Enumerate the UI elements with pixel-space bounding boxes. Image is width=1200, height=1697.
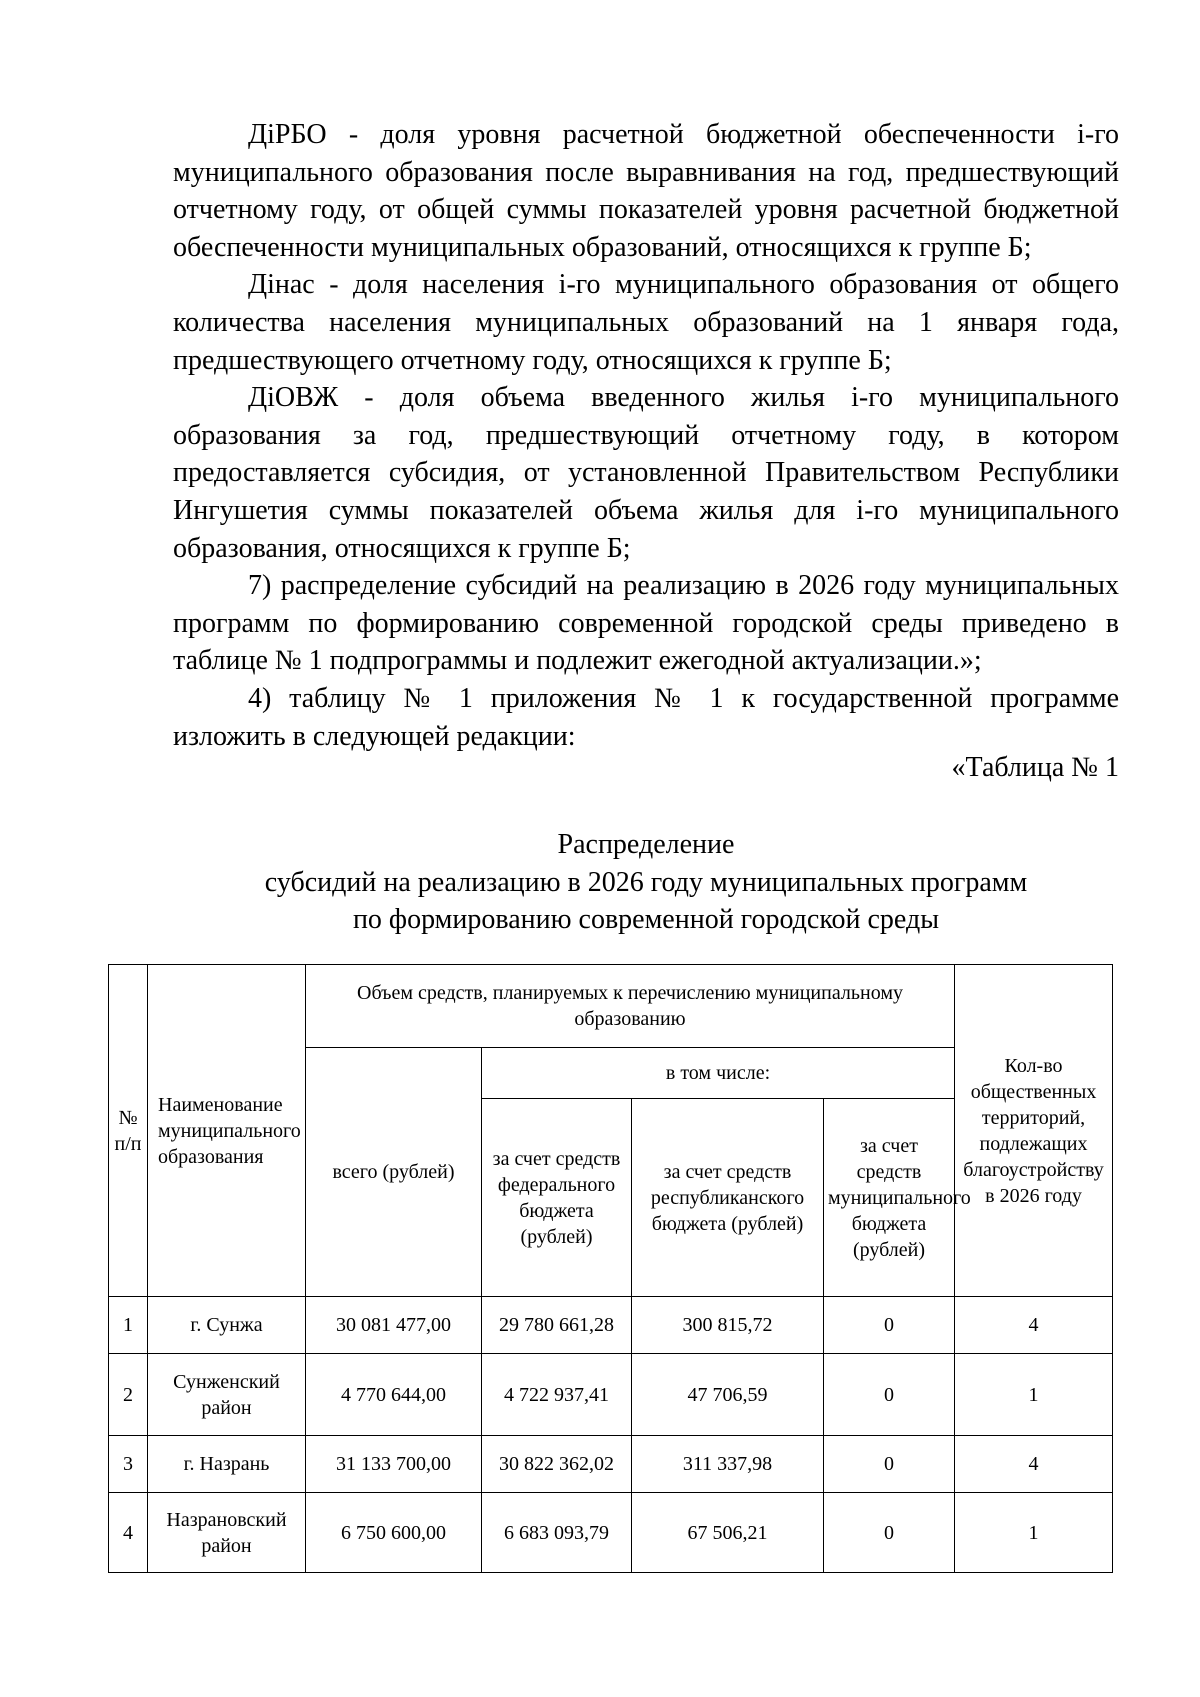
cell-name: Назрановский район [148, 1493, 306, 1573]
cell-federal: 30 822 362,02 [482, 1436, 632, 1493]
cell-num: 3 [109, 1436, 148, 1493]
header-volume: Объем средств, планируемых к перечислению муниципальному образованию [306, 965, 955, 1048]
table-heading [173, 826, 1119, 939]
heading-line-3: по формированию современной городской среды [352, 904, 940, 936]
cell-total: 30 081 477,00 [306, 1297, 482, 1354]
paragraph-7: 7) распределение субсидий на реализацию в 2026 году муниципальных программ по формированию современной городской среды приведено в таблице № 1 подпрограммы и подлежит ежегодной актуализации.»; [173, 570, 1119, 677]
heading-line-2: субсидий на реализацию в 2026 году муниципальных программ [264, 866, 1028, 898]
header-count: Кол-во общественных территорий, подлежащих благоустройству в 2026 году [955, 965, 1113, 1297]
table-label: «Таблица № 1 [951, 752, 1119, 783]
cell-num: 2 [109, 1354, 148, 1436]
header-num: № п/п [109, 965, 148, 1297]
definition-rbo: ДiРБО - доля уровня расчетной бюджетной обеспеченности i-го муниципального образования после выравнивания на год, предшествующий отчетному году, от общей суммы показателей уровня расчетной бюджетной обеспеченности муниципальных образований, относящихся к группе Б; [173, 119, 1119, 263]
header-including: в том числе: [482, 1048, 955, 1099]
header-total: всего (рублей) [306, 1048, 482, 1297]
distribution-table [108, 964, 1113, 1573]
table-row [109, 1436, 1113, 1493]
table-row [109, 1493, 1113, 1573]
cell-name: г. Сунжа [148, 1297, 306, 1354]
definition-nas: Дiнас - доля населения i-го муниципального образования от общего количества населения муниципальных образований на 1 января года, предшествующего отчетному году, относящихся к группе Б; [173, 269, 1119, 376]
header-name: Наименование муниципального образования [148, 965, 306, 1297]
definition-ovzh: ДiОВЖ - доля объема введенного жилья i-го муниципального образования за год, предшествующий отчетному году, в котором предоставляется субсидия, от установленной Правительством Республики Ингушетия суммы показателей объема жилья для i-го муниципального образования, относящихся к группе Б; [173, 382, 1119, 564]
cell-count: 1 [955, 1493, 1113, 1573]
table-row [109, 1354, 1113, 1436]
cell-municipal: 0 [824, 1354, 955, 1436]
cell-republic: 47 706,59 [632, 1354, 824, 1436]
paragraph-4: 4) таблицу № 1 приложения № 1 к государственной программе изложить в следующей редакции: [173, 682, 1119, 752]
cell-republic: 67 506,21 [632, 1493, 824, 1573]
cell-name: г. Назрань [148, 1436, 306, 1493]
cell-count: 4 [955, 1436, 1113, 1493]
cell-federal: 29 780 661,28 [482, 1297, 632, 1354]
cell-federal: 4 722 937,41 [482, 1354, 632, 1436]
cell-count: 4 [955, 1297, 1113, 1354]
cell-republic: 311 337,98 [632, 1436, 824, 1493]
cell-name: Сунженский район [148, 1354, 306, 1436]
header-municipal: за счет средств муниципального бюджета (рублей) [824, 1099, 955, 1297]
cell-federal: 6 683 093,79 [482, 1493, 632, 1573]
cell-num: 4 [109, 1493, 148, 1573]
cell-total: 4 770 644,00 [306, 1354, 482, 1436]
body-text [173, 116, 1119, 755]
cell-municipal: 0 [824, 1297, 955, 1354]
cell-count: 1 [955, 1354, 1113, 1436]
heading-line-1: Распределение [557, 829, 735, 860]
cell-total: 6 750 600,00 [306, 1493, 482, 1573]
header-federal: за счет средств федерального бюджета (рублей) [482, 1099, 632, 1297]
cell-municipal: 0 [824, 1436, 955, 1493]
cell-municipal: 0 [824, 1493, 955, 1573]
cell-republic: 300 815,72 [632, 1297, 824, 1354]
cell-num: 1 [109, 1297, 148, 1354]
cell-total: 31 133 700,00 [306, 1436, 482, 1493]
header-republic: за счет средств республиканского бюджета (рублей) [632, 1099, 824, 1297]
table-row [109, 1297, 1113, 1354]
